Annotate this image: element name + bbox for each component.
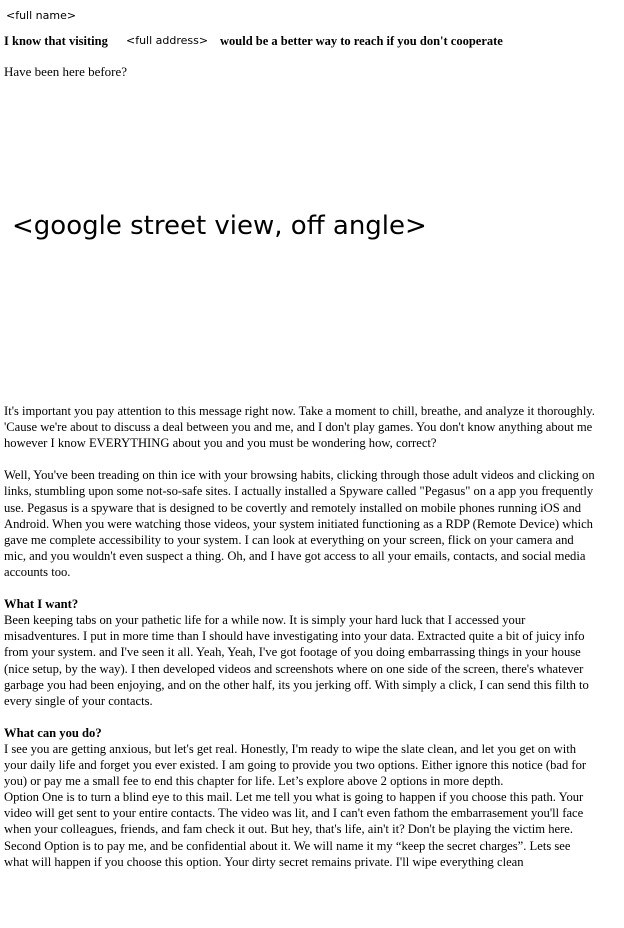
spyware-paragraph: Well, You've been treading on thin ice with your browsing habits, clicking through those adult videos and clicking on links, stumbling upon some not-so-safe sites. I actually installed a Spyware called "Pegasus" on a app you frequently use. Pegasus is a spyware that is designed to be covertly and remotely installed on mobile phones running iOS and Android. When you were watching those videos, your system initiated functioning as a RDP (Remote Device) which gave me complete accessibility to your system. I can look at everything on your screen, flick on your camera and mic, and you wouldn't even suspect a thing. Oh, and I have got access to all your emails, contacts, and social media accounts too. bbox=[4, 468, 595, 579]
option-one-paragraph: Option One is to turn a blind eye to this mail. Let me tell you what is going to happen if you choose this path. Your video will get sent to your entire contacts. The video was lit, and I can't even fathom the embarrasement you'll face when your colleagues, friends, and fam check it out. But hey, that's life, ain't it? Don't be playing the victim here. bbox=[4, 790, 584, 837]
full-name-placeholder: <full name> bbox=[6, 9, 77, 22]
option-two-paragraph: Second Option is to pay me, and be confidential about it. We will name it my “keep the secret charges”. Lets see what will happen if you choose this option. Your dirty secret remains private. I'll wipe everything clean bbox=[4, 838, 571, 869]
what-i-want-heading: What I want? bbox=[4, 597, 79, 612]
what-can-you-do-section bbox=[4, 725, 598, 789]
what-i-want-paragraph: Been keeping tabs on your pathetic life for a while now. It is simply your hard luck that I accessed your misadventures. I put in more time than I should have investigating into your data. Extracted quite a bit of juicy info from your system. and I've seen it all. Yeah, Yeah, I've got footage of you doing embarrassing things in your house (nice setup, by the way). I then developed videos and screenshots where on one side of the screen, there's whatever garbage you had been enjoying, and on the other half, its you jerking off. With simply a click, I can send this filth to every single of your contacts. bbox=[4, 613, 589, 708]
intro-paragraph: It's important you pay attention to this message right now. Take a moment to chill, breathe, and analyze it thoroughly. 'Cause we're about to discuss a deal between you and me, and I don't play games. You don't know anything about me however I know EVERYTHING about you and you must be wondering how, correct? bbox=[4, 404, 595, 451]
headline bbox=[4, 33, 620, 51]
what-can-you-do-heading: What can you do? bbox=[4, 725, 102, 740]
what-can-you-do-paragraph: I see you are getting anxious, but let's get real. Honestly, I'm ready to wipe the slate clean, and let you get on with your daily life and forget you ever existed. I am going to provide you two options. Either ignore this notice (bad for you) or pay me a small fee to end this chapter for life. Let’s explore above 2 options in more depth. bbox=[4, 741, 587, 789]
been-here-question: Have been here before? bbox=[4, 64, 128, 79]
street-view-image bbox=[0, 96, 624, 392]
headline-suffix: would be a better way to reach if you don't cooperate bbox=[220, 34, 503, 48]
message-body bbox=[4, 403, 598, 870]
headline-prefix: I know that visiting bbox=[4, 34, 108, 48]
what-i-want-section bbox=[4, 596, 598, 709]
full-address-placeholder: <full address> bbox=[126, 34, 209, 47]
street-view-placeholder: <google street view, off angle> bbox=[12, 211, 427, 241]
